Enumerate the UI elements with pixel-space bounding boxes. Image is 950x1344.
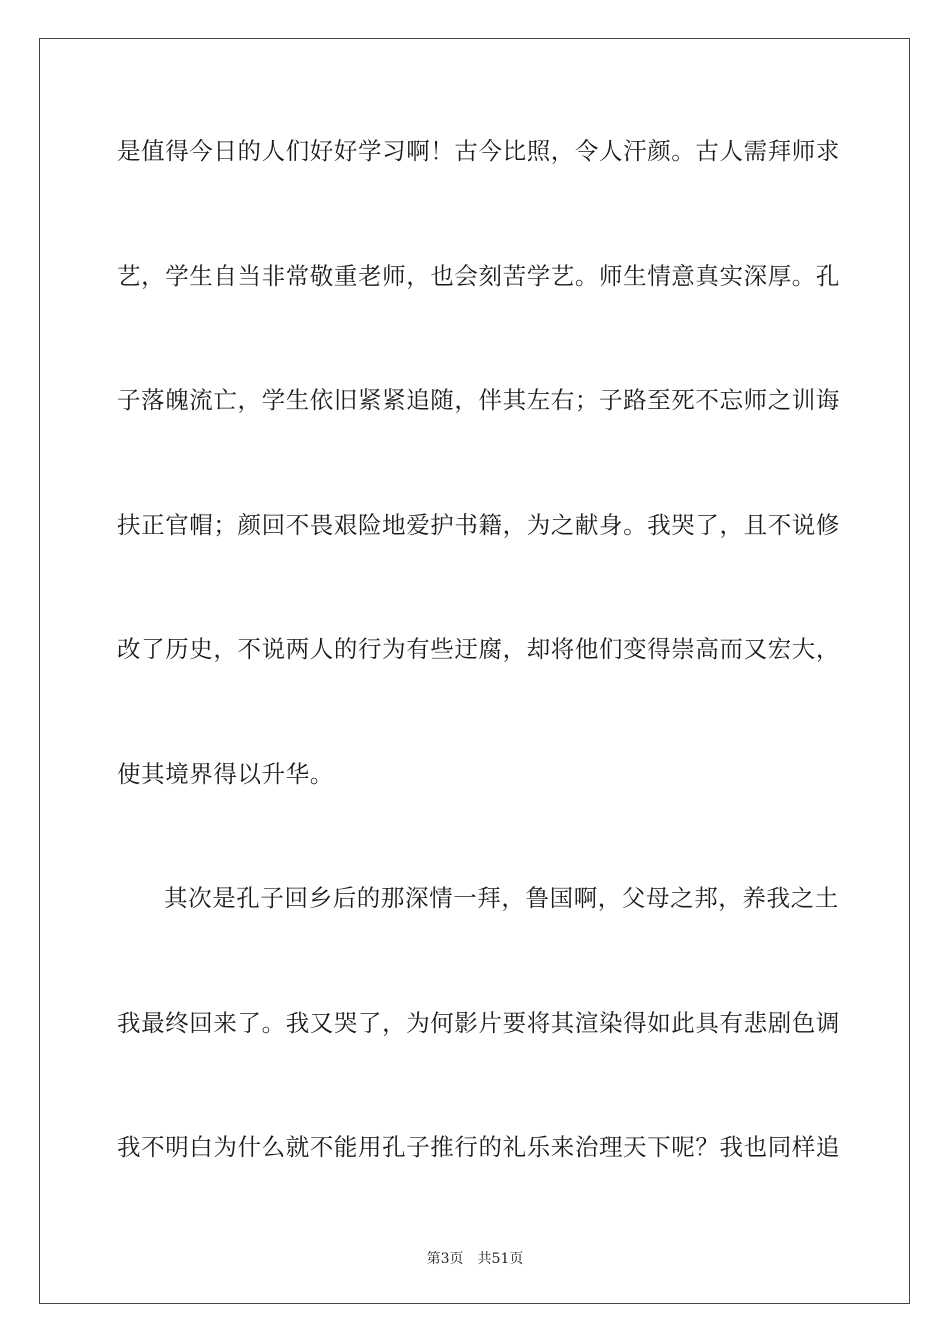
text-line-indented: 其次是孔子回乡后的那深情一拜，鲁国啊，父母之邦，养我之土	[164, 884, 839, 912]
text-line: 艺，学生自当非常敬重老师，也会刻苦学艺。师生情意真实深厚。孔	[117, 262, 840, 290]
page-border	[39, 38, 910, 1304]
text-line: 扶正官帽；颜回不畏艰险地爱护书籍，为之献身。我哭了，且不说修	[117, 511, 840, 539]
text-line: 我不明白为什么就不能用孔子推行的礼乐来治理天下呢？我也同样追	[117, 1133, 840, 1161]
text-line: 使其境界得以升华。	[117, 760, 334, 788]
page-number: 第3页	[426, 1251, 464, 1267]
text-line: 是值得今日的人们好好学习啊！古今比照，令人汗颜。古人需拜师求	[117, 137, 840, 165]
page-footer	[0, 1248, 950, 1268]
text-line: 子落魄流亡，学生依旧紧紧追随，伴其左右；子路至死不忘师之训诲	[117, 386, 840, 414]
text-line: 改了历史，不说两人的行为有些迂腐，却将他们变得崇高而又宏大，	[117, 635, 840, 663]
total-pages: 共51页	[477, 1251, 524, 1267]
text-line: 我最终回来了。我又哭了，为何影片要将其渲染得如此具有悲剧色调	[117, 1009, 840, 1037]
